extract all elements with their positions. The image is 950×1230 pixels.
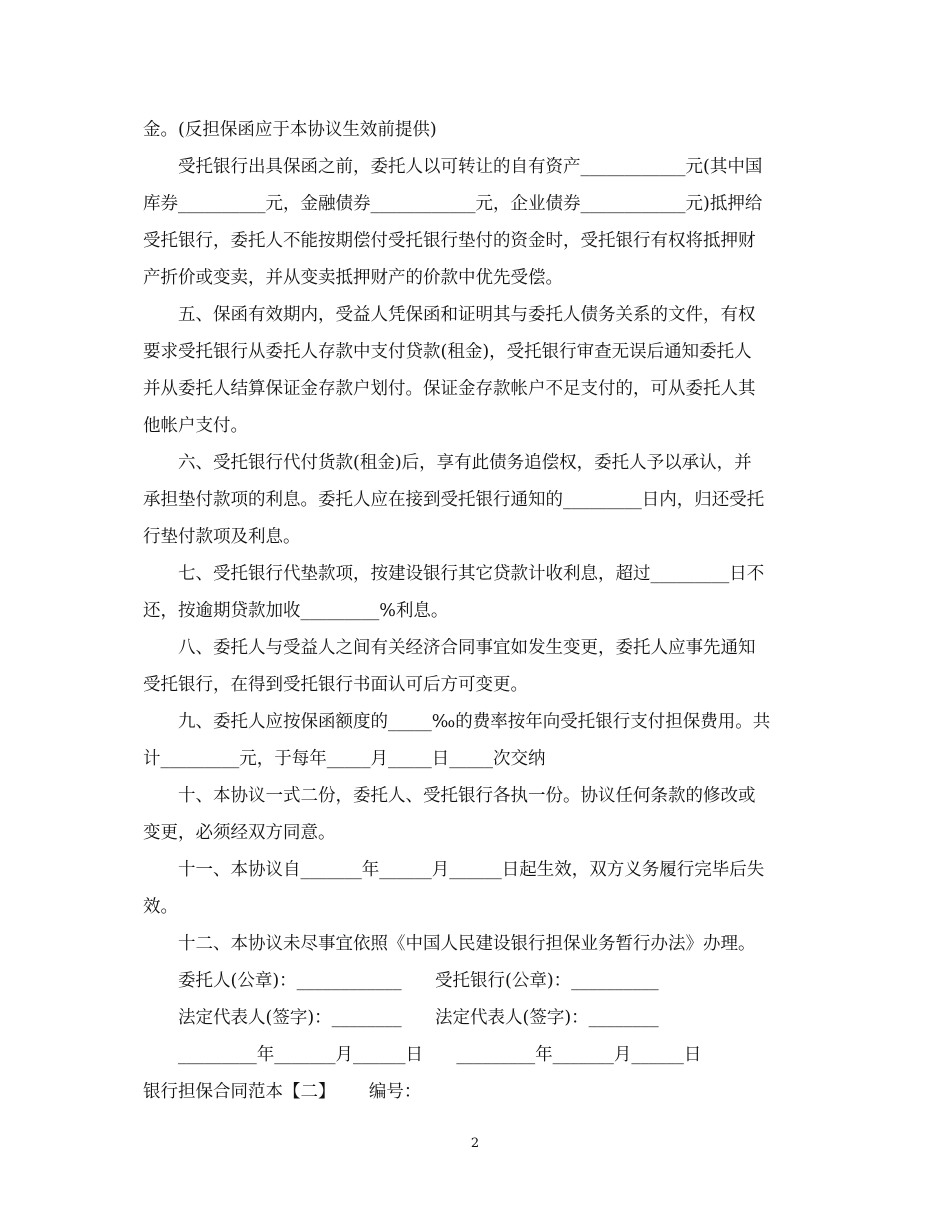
text-line: 受托银行出具保函之前，委托人以可转让的自有资产____________元(其中国 <box>178 157 763 177</box>
text-line: 十一、本协议自_______年______月______日起生效，双方义务履行完毕后失 <box>178 860 765 880</box>
text-line: 承担垫付款项的利息。委托人应在接到受托银行通知的_________日内，归还受托 <box>143 490 765 510</box>
text-line: 金。(反担保函应于本协议生效前提供) <box>143 120 437 140</box>
text-line: 七、受托银行代垫款项，按建设银行其它贷款计收利息，超过_________日不 <box>178 564 765 584</box>
text-line: 十二、本协议未尽事宜依照《中国人民建设银行担保业务暂行办法》办理。 <box>178 934 756 954</box>
text-line: 九、委托人应按保函额度的_____‰的费率按年向受托银行支付担保费用。共 <box>178 712 771 732</box>
text-line: 六、受托银行代付货款(租金)后，享有此债务追偿权，委托人予以承认，并 <box>178 453 752 473</box>
text-line: 变更，必须经双方同意。 <box>143 823 336 843</box>
text-line: 要求受托银行从委托人存款中支付贷款(租金)，受托银行审查无误后通知委托人 <box>143 342 752 362</box>
text-line: 还，按逾期贷款加收_________%利息。 <box>143 601 449 621</box>
text-line: 五、保函有效期内，受益人凭保函和证明其与委托人债务关系的文件，有权 <box>178 305 756 325</box>
text-line: 十、本协议一式二份，委托人、受托银行各执一份。协议任何条款的修改或 <box>178 786 756 806</box>
text-line: 并从委托人结算保证金存款户划付。保证金存款帐户不足支付的，可从委托人其 <box>143 379 756 399</box>
section-heading: 银行担保合同范本【二】 编号： <box>143 1082 422 1102</box>
text-line: 计_________元，于每年_____月_____日_____次交纳 <box>143 749 546 769</box>
text-line: 八、委托人与受益人之间有关经济合同事宜如发生变更，委托人应事先通知 <box>178 638 756 658</box>
text-line: 库券__________元，金融债券____________元，企业债券____________元)抵押给 <box>143 194 763 214</box>
text-line: 受托银行，在得到受托银行书面认可后方可变更。 <box>143 675 528 695</box>
text-line: 受托银行，委托人不能按期偿付受托银行垫付的资金时，受托银行有权将抵押财 <box>143 231 756 251</box>
date-line: _________年_______月______日 _________年_______月______日 <box>178 1045 702 1065</box>
text-line: 行垫付款项及利息。 <box>143 527 301 547</box>
text-line: 产折价或变卖，并从变卖抵押财产的价款中优先受偿。 <box>143 268 563 288</box>
signature-line: 委托人(公章)：____________ 受托银行(公章)：__________ <box>178 971 659 991</box>
text-line: 他帐户支付。 <box>143 416 248 436</box>
text-line: 效。 <box>143 897 178 917</box>
signature-line: 法定代表人(签字)：________ 法定代表人(签字)：________ <box>178 1008 659 1028</box>
page-number: 2 <box>470 1136 480 1151</box>
